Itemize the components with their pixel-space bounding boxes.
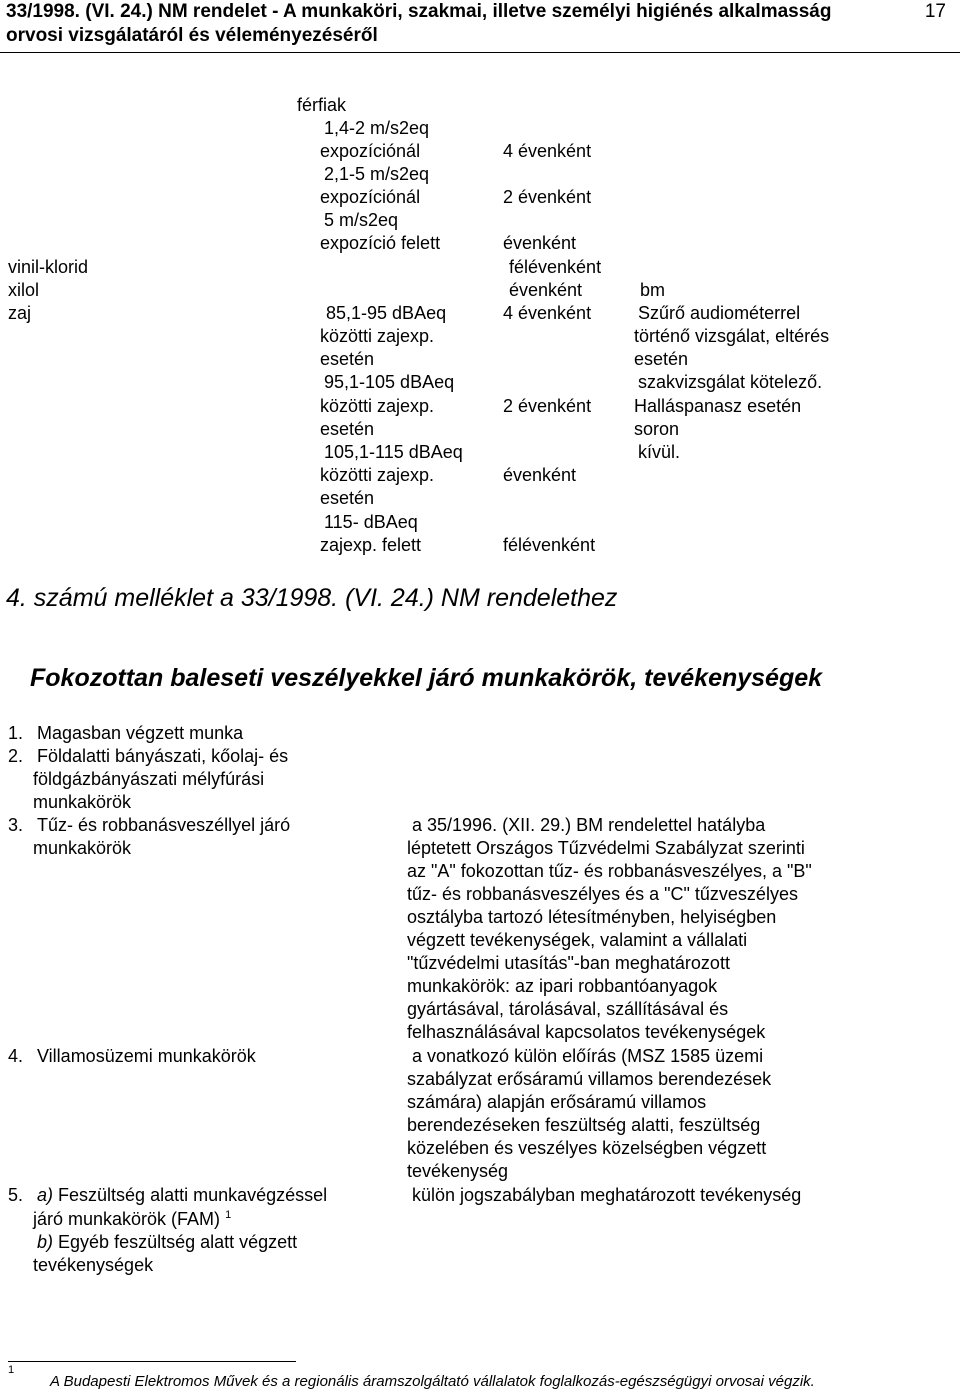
men-cond3-a: 5 m/s2eq — [324, 210, 399, 230]
item-5b-line-2: tevékenységek — [33, 1255, 154, 1275]
item-1-text: Magasban végzett munka — [37, 723, 244, 743]
noise-freq4: félévenként — [503, 535, 596, 555]
item-5a-text-2: járó munkakörök (FAM) — [33, 1209, 221, 1229]
item-4-desc-line: a vonatkozó külön előírás (MSZ 1585 üzemi — [412, 1046, 764, 1066]
item-4-desc-line: szabályzat erősáramú villamos berendezések — [407, 1069, 772, 1089]
men-freq1: 4 évenként — [503, 141, 592, 161]
item-3-desc-line: a 35/1996. (XII. 29.) BM rendelettel hatályba — [412, 815, 766, 835]
item-3-line-1: Tűz- és robbanásveszéllyel járó — [37, 815, 291, 835]
noise-range2-a: 95,1-105 dBAeq — [324, 372, 455, 392]
men-cond2-a: 2,1-5 m/s2eq — [324, 164, 430, 184]
document-header — [6, 0, 831, 48]
noise-note-4: szakvizsgálat kötelező. — [638, 372, 823, 392]
men-label: férfiak — [297, 95, 347, 115]
item-5b-line-1 — [37, 1231, 297, 1254]
noise-note-6: soron — [634, 419, 680, 439]
header-divider — [0, 52, 960, 53]
noise-range2-c: esetén — [320, 419, 375, 439]
item-5a-marker: a) — [37, 1185, 54, 1205]
item-3-desc-line: "tűzvédelmi utasítás"-ban meghatározott — [407, 953, 730, 973]
item-3-desc-line: léptetett Országos Tűzvédelmi Szabályzat szerinti — [407, 838, 805, 858]
men-cond1-a: 1,4-2 m/s2eq — [324, 118, 430, 138]
item-5-desc: külön jogszabályban meghatározott tevékenység — [412, 1185, 802, 1205]
xylol-freq: évenként — [509, 280, 583, 300]
noise-range3-a: 105,1-115 dBAeq — [324, 442, 463, 462]
item-4-number: 4. — [8, 1046, 24, 1066]
item-3-line-2: munkakörök — [33, 838, 132, 858]
noise-note-3: esetén — [634, 349, 689, 369]
noise-range1-a: 85,1-95 dBAeq — [326, 303, 447, 323]
noise-range4-a: 115- dBAeq — [324, 512, 418, 532]
footnote-number: 1 — [8, 1364, 15, 1376]
item-3-desc-line: osztályba tartozó létesítményben, helyiségben — [407, 907, 777, 927]
item-2-line-2: földgázbányászati mélyfúrási — [33, 769, 265, 789]
item-5b-marker: b) — [37, 1232, 54, 1252]
noise-freq1: 4 évenként — [503, 303, 592, 323]
item-3-desc-line: felhasználásával kapcsolatos tevékenységek — [407, 1022, 766, 1042]
noise-range2-b: közötti zajexp. — [320, 396, 435, 416]
item-3-desc-line: tűz- és robbanásveszélyes és a "C" tűzveszélyes — [407, 884, 798, 904]
noise-name: zaj — [8, 303, 32, 323]
men-cond2-b: expozíciónál — [320, 187, 421, 207]
page-number: 17 — [924, 1, 946, 22]
header-line-2: orvosi vizsgálatáról és véleményezéséről — [6, 25, 378, 46]
footnote-text: A Budapesti Elektromos Művek és a regionális áramszolgáltató vállalatok foglalkozás-egészségügyi orvosai végzik. — [50, 1373, 815, 1390]
item-5b-text-1: Egyéb feszültség alatt végzett — [58, 1232, 298, 1252]
men-cond3-b: expozíció felett — [320, 233, 441, 253]
noise-note-2: történő vizsgálat, eltérés — [634, 326, 830, 346]
item-3-desc-line: munkakörök: az ipari robbantóanyagok — [407, 976, 718, 996]
noise-range4-b: zajexp. felett — [320, 535, 422, 555]
item-3-desc-line: gyártásával, tárolásával, szállításával és — [407, 999, 729, 1019]
noise-note-5: Halláspanasz esetén — [634, 396, 802, 416]
noise-freq3: évenként — [503, 465, 577, 485]
section-subtitle: Fokozottan baleseti veszélyekkel járó munkakörök, tevékenységek — [30, 664, 823, 692]
item-4-desc-line: számára) alapján erősáramú villamos — [407, 1092, 707, 1112]
item-3-desc-line: végzett tevékenységek, valamint a vállalati — [407, 930, 748, 950]
item-2-line-1: Földalatti bányászati, kőolaj- és — [37, 746, 289, 766]
xylol-name: xilol — [8, 280, 40, 300]
item-4-desc-line: tevékenység — [407, 1161, 509, 1181]
noise-note-7: kívül. — [638, 442, 681, 462]
item-5a-line-2 — [33, 1208, 231, 1231]
item-2-number: 2. — [8, 746, 24, 766]
noise-note-1: Szűrő audiométerrel — [638, 303, 801, 323]
item-1-number: 1. — [8, 723, 24, 743]
noise-range1-b: közötti zajexp. — [320, 326, 435, 346]
item-5-number: 5. — [8, 1185, 24, 1205]
men-cond1-b: expozíciónál — [320, 141, 421, 161]
item-5a-line-1 — [37, 1184, 327, 1207]
item-2-line-3: munkakörök — [33, 792, 132, 812]
item-4-desc-line: berendezéseken feszültség alatti, feszültség — [407, 1115, 761, 1135]
men-freq3: évenként — [503, 233, 577, 253]
item-4-text: Villamosüzemi munkakörök — [37, 1046, 256, 1066]
item-4-desc-line: közelében és veszélyes közelségben végzett — [407, 1138, 767, 1158]
vinyl-freq: félévenként — [509, 257, 602, 277]
footnote-divider — [8, 1361, 296, 1362]
annex-title: 4. számú melléklet a 33/1998. (VI. 24.) NM rendelethez — [6, 584, 618, 612]
item-3-number: 3. — [8, 815, 24, 835]
noise-range1-c: esetén — [320, 349, 375, 369]
item-3-desc-line: az "A" fokozottan tűz- és robbanásveszélyes, a "B" — [407, 861, 812, 881]
noise-freq2: 2 évenként — [503, 396, 592, 416]
noise-range3-c: esetén — [320, 488, 375, 508]
noise-range3-b: közötti zajexp. — [320, 465, 435, 485]
men-freq2: 2 évenként — [503, 187, 592, 207]
footnote-reference[interactable]: 1 — [225, 1209, 232, 1221]
xylol-note: bm — [640, 280, 666, 300]
vinyl-name: vinil-klorid — [8, 257, 89, 277]
item-5a-text-1: Feszültség alatti munkavégzéssel — [58, 1185, 328, 1205]
header-line-1: 33/1998. (VI. 24.) NM rendelet - A munkaköri, szakmai, illetve személyi higiénés alkalmasság — [6, 1, 832, 22]
